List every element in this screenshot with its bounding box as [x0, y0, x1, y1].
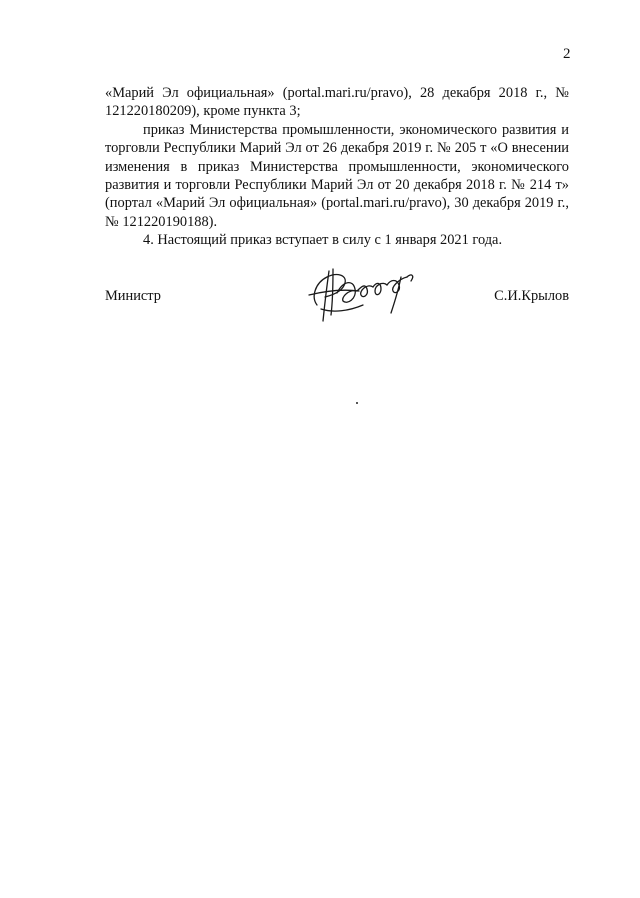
signature-block — [105, 261, 569, 341]
document-body — [105, 84, 569, 250]
scan-speck — [356, 402, 358, 404]
signatory-name: С.И.Крылов — [494, 288, 569, 304]
page-number: 2 — [563, 46, 571, 62]
paragraph-order-reference: приказ Министерства промышленности, экономического развития и торговли Республики Марий Эл от 26 декабря 2019 г. № 205 т «О внесении изменения в приказ Министерства промышленности, экономического развития и торговли Республики Марий Эл от 20 декабря 2018 г. № 214 т» (портал «Марий Эл официальная» (portal.mari.ru/pravo), 30 декабря 2019 г., № 121220190188). — [105, 121, 569, 230]
paragraph-effective-date: 4. Настоящий приказ вступает в силу с 1 января 2021 года. — [143, 232, 503, 249]
paragraph-continuation: «Марий Эл официальная» (portal.mari.ru/pravo), 28 декабря 2018 г., № 121220180209), кроме пункта 3; — [105, 85, 569, 120]
signatory-position: Министр — [105, 288, 161, 304]
handwritten-signature-icon — [303, 261, 423, 331]
